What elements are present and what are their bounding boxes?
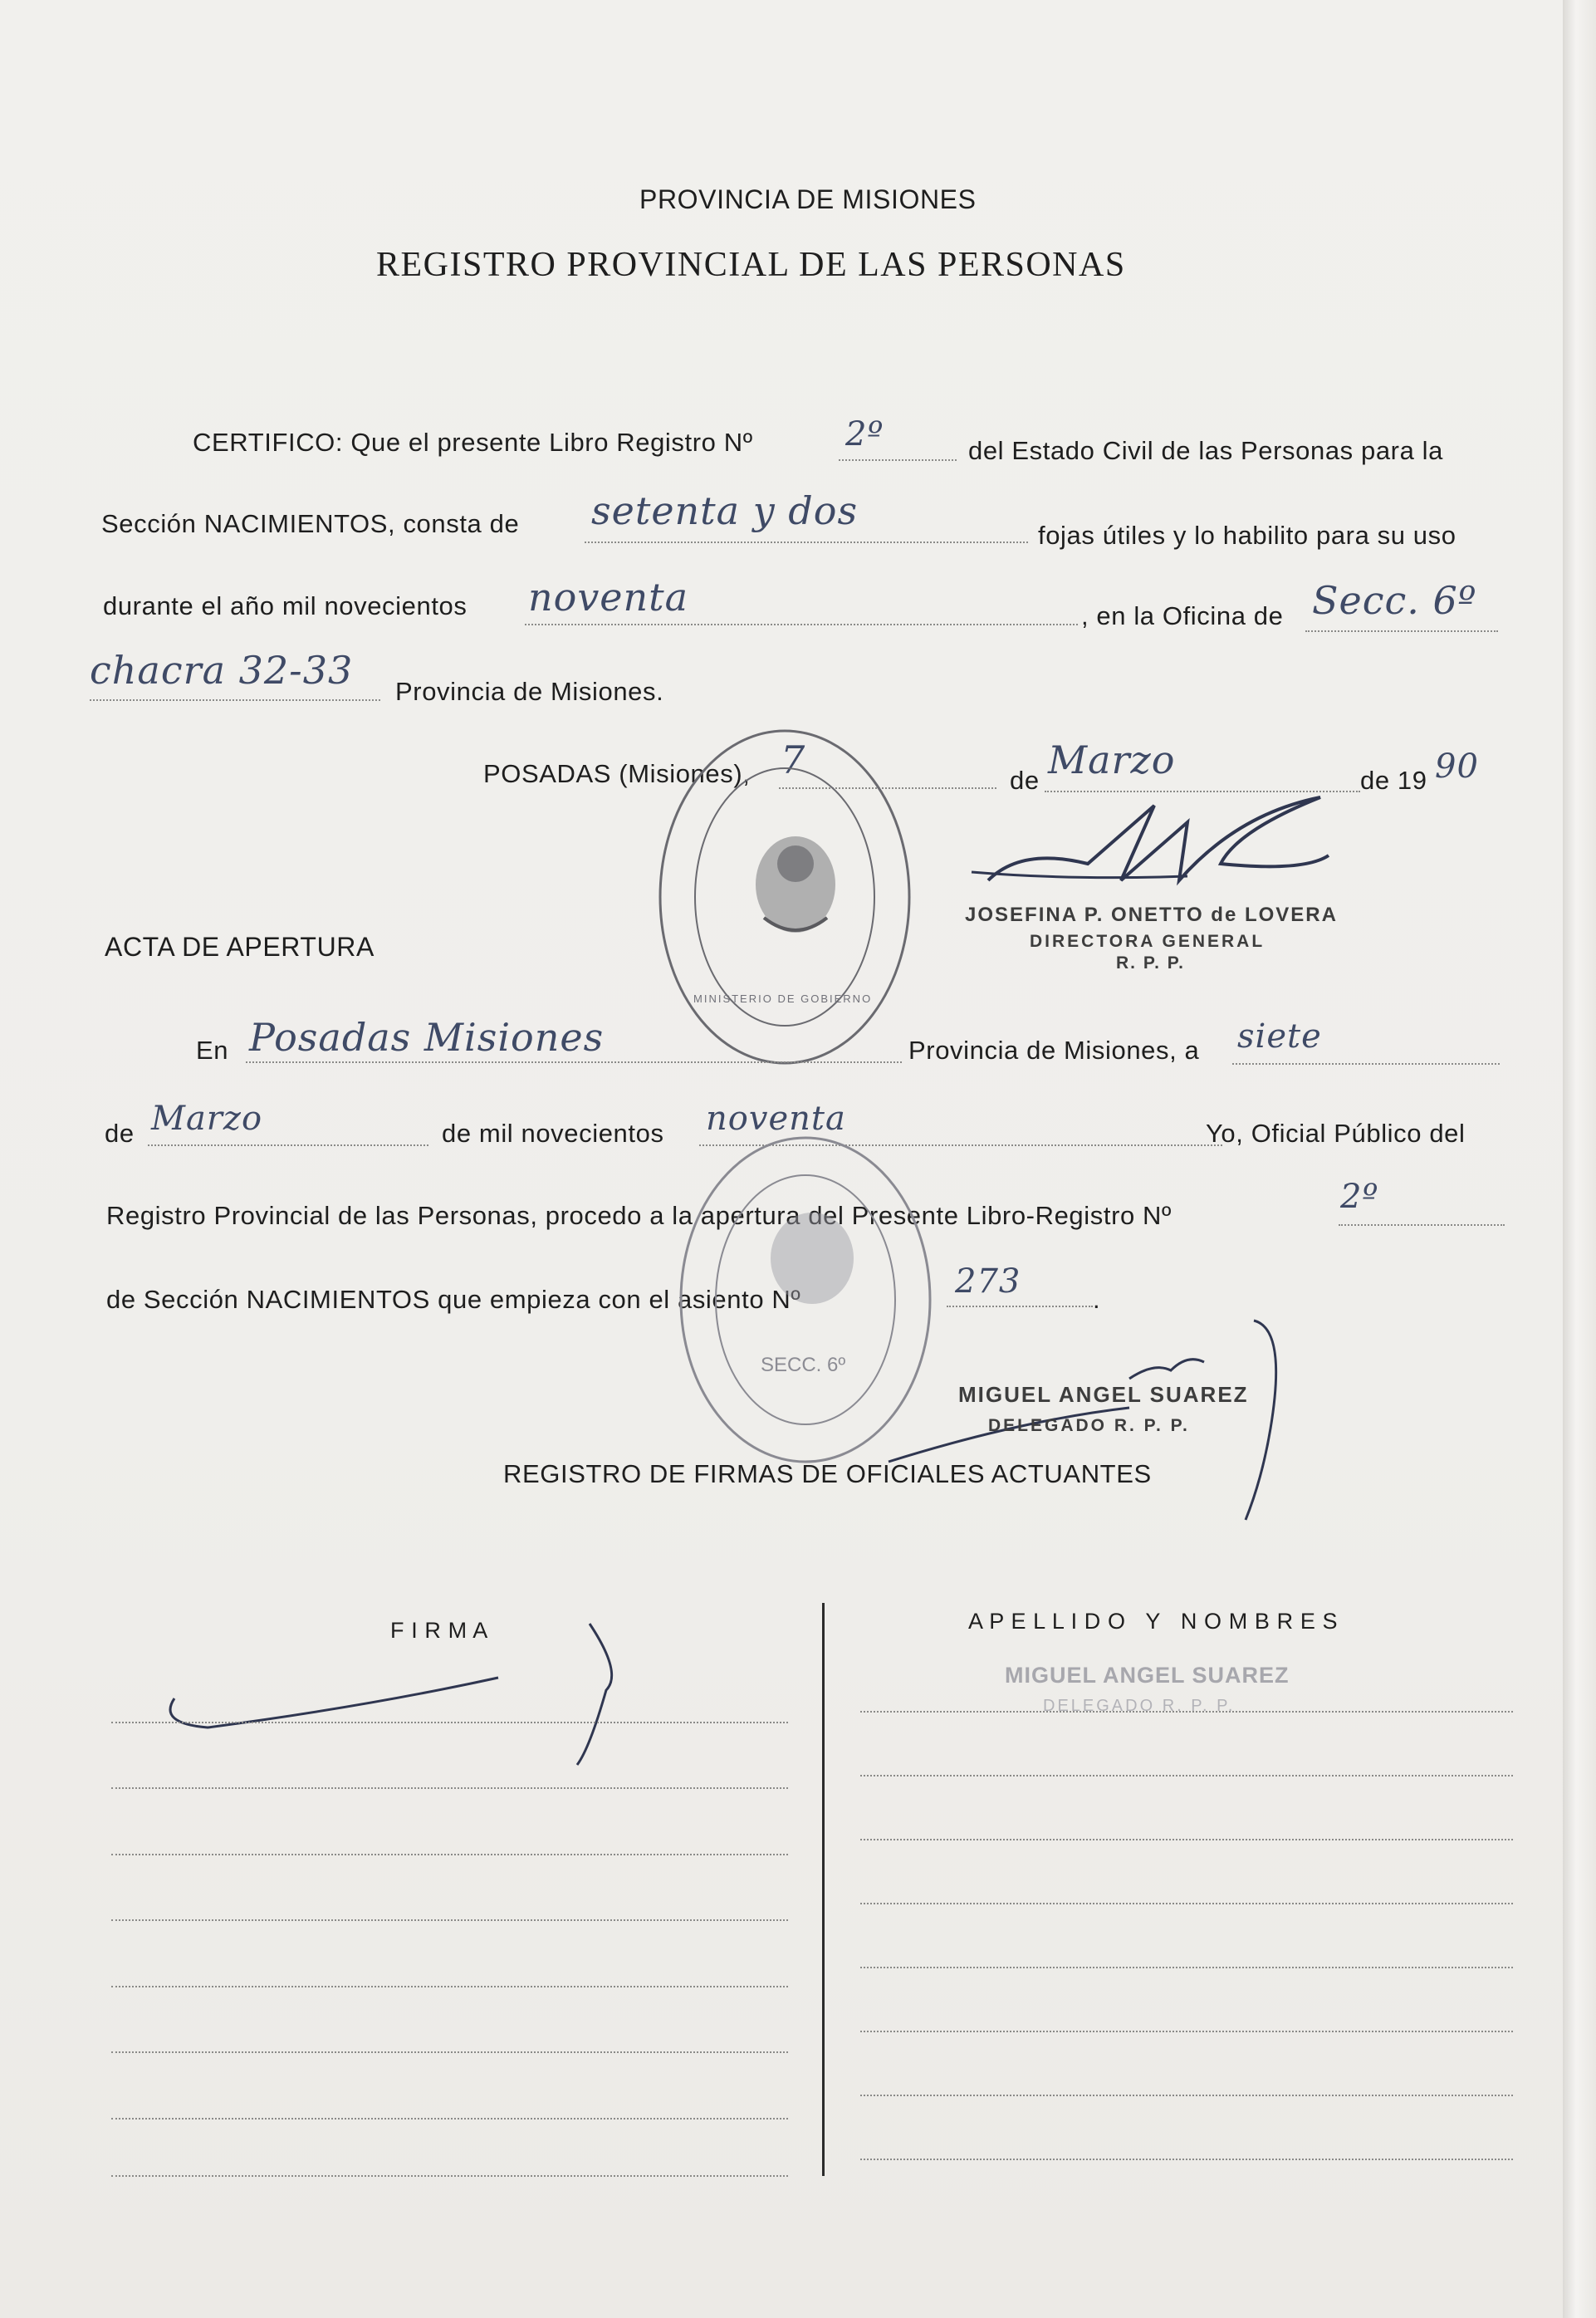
nombres-row	[860, 2031, 1513, 2032]
year-handwritten: noventa	[528, 575, 689, 620]
year-suffix-handwritten: 90	[1435, 747, 1479, 786]
director-abbr: R. P. P.	[1116, 953, 1185, 973]
acta-day-handwritten: siete	[1237, 1017, 1322, 1056]
firma-row	[111, 1722, 788, 1723]
director-title: DIRECTORA GENERAL	[1030, 932, 1266, 951]
office2-line	[90, 699, 380, 701]
year-line	[525, 624, 1078, 625]
office2-handwritten: chacra 32-33	[90, 648, 354, 693]
acta-month-handwritten: Marzo	[151, 1100, 263, 1138]
acta-en-label: En	[196, 1036, 229, 1065]
nombres-row	[860, 2095, 1513, 2096]
delegate-name: MIGUEL ANGEL SUAREZ	[958, 1382, 1249, 1407]
acta-place-handwritten: Posadas Misiones	[249, 1015, 605, 1060]
nombres-row	[860, 1967, 1513, 1968]
cert-line2-a: Sección NACIMIENTOS, consta de	[101, 509, 520, 538]
cert-line3-a: durante el año mil novecientos	[103, 591, 468, 620]
office-line	[1305, 630, 1498, 632]
acta-day-line	[1232, 1063, 1500, 1065]
firma-signature	[158, 1607, 689, 1773]
acta-seat-handwritten: 273	[955, 1262, 1021, 1301]
firma-row	[111, 1787, 788, 1789]
acta-period: .	[1093, 1285, 1101, 1314]
cert-line4-b: Provincia de Misiones.	[395, 677, 664, 706]
delegate-title: DELEGADO R. P. P.	[988, 1416, 1190, 1435]
col-firma-header: F I R M A	[390, 1618, 488, 1643]
month-handwritten: Marzo	[1048, 738, 1176, 782]
day-handwritten: 7	[781, 738, 806, 782]
folios-handwritten: setenta y dos	[591, 488, 859, 533]
acta-place-line	[246, 1061, 902, 1063]
acta-book-handwritten: 2º	[1340, 1178, 1379, 1216]
book-no-handwritten: 2º	[845, 415, 884, 453]
registry-seal-top	[648, 718, 922, 1076]
acta-title: ACTA DE APERTURA	[105, 932, 375, 962]
nombres-row	[860, 1839, 1513, 1840]
nombres-row	[860, 2159, 1513, 2160]
entry-name-stamp: MIGUEL ANGEL SUAREZ	[1005, 1663, 1290, 1688]
nombres-row	[860, 1775, 1513, 1776]
cert-line1-a: CERTIFICO: Que el presente Libro Registro Nº	[193, 428, 753, 457]
firma-row	[111, 2175, 788, 2177]
acta-de-label: de	[105, 1119, 135, 1148]
folios-line	[585, 542, 1028, 543]
firma-row	[111, 1986, 788, 1987]
entry-title-stamp: DELEGADO R. P. P.	[1043, 1697, 1236, 1715]
col-nombres-header: A P E L L I D O Y N O M B R E S	[968, 1609, 1339, 1634]
book-no-line	[839, 459, 957, 461]
cert-line2-b: fojas útiles y lo habilito para su uso	[1038, 521, 1456, 550]
firma-row	[111, 2051, 788, 2053]
acta-line4: de Sección NACIMIENTOS que empieza con el asiento Nº	[106, 1285, 801, 1314]
firma-row	[111, 1919, 788, 1921]
office-handwritten: Secc. 6º	[1312, 578, 1477, 623]
registry-heading: REGISTRO PROVINCIAL DE LAS PERSONAS	[376, 246, 1126, 284]
acta-book-line	[1339, 1224, 1505, 1226]
acta-mil-label: de mil novecientos	[442, 1119, 664, 1148]
acta-year-handwritten: noventa	[706, 1100, 846, 1138]
de-label-1: de	[1010, 766, 1040, 795]
page-edge	[1563, 0, 1596, 2318]
de-label-2: de 19	[1360, 766, 1427, 795]
seal-top-inner-text: MINISTERIO DE GOBIERNO	[693, 992, 873, 1005]
cert-line3-b: , en la Oficina de	[1081, 601, 1284, 630]
nombres-row	[860, 1711, 1513, 1713]
column-divider	[822, 1603, 825, 2176]
province-heading: PROVINCIA DE MISIONES	[639, 184, 977, 214]
acta-line3: Registro Provincial de las Personas, procedo a la apertura del Presente Libro-Registro Nº	[106, 1201, 1172, 1230]
place-date-label: POSADAS (Misiones),	[483, 759, 751, 788]
firma-row	[111, 1854, 788, 1855]
firma-row	[111, 2118, 788, 2120]
director-name: JOSEFINA P. ONETTO de LOVERA	[965, 904, 1338, 926]
seal-bottom-inner-text: SECC. 6º	[761, 1354, 846, 1376]
signatures-title: REGISTRO DE FIRMAS DE OFICIALES ACTUANTES	[503, 1459, 1152, 1488]
cert-line1-b: del Estado Civil de las Personas para la	[968, 436, 1443, 465]
acta-yo-label: Yo, Oficial Público del	[1206, 1119, 1466, 1148]
acta-provincia-label: Provincia de Misiones, a	[908, 1036, 1200, 1065]
acta-seat-line	[947, 1306, 1093, 1307]
nombres-row	[860, 1903, 1513, 1904]
acta-month-line	[148, 1144, 428, 1146]
